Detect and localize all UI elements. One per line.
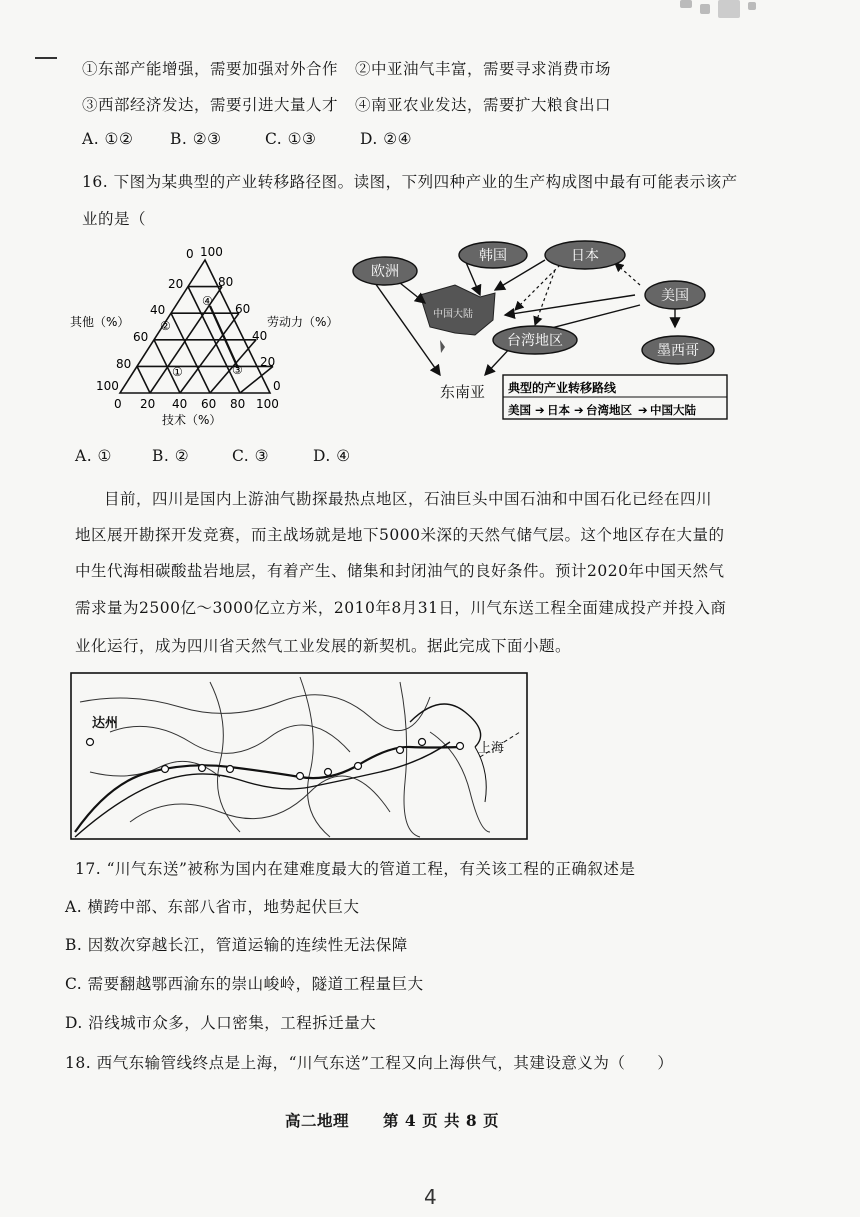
page-number: 4 (424, 1185, 438, 1209)
transfer-route-map (345, 235, 735, 430)
bottom-axis-label: 技术（%） (162, 413, 222, 427)
right-tick-60: 60 (235, 302, 251, 316)
node-usa: 美国 (661, 288, 689, 304)
q15-answer-a: A. ①② (82, 130, 134, 148)
q16-answer-a: A. ① (75, 447, 112, 465)
q17-option-c: C. 需要翻越鄂西渝东的崇山峻岭，隧道工程量巨大 (65, 975, 424, 993)
node-europe: 欧洲 (371, 264, 399, 280)
q16-answer-d: D. ④ (313, 447, 351, 465)
scan-artifact (680, 0, 692, 8)
scan-artifact (700, 4, 710, 14)
scan-artifact (748, 2, 756, 10)
node-taiwan: 台湾地区 (507, 333, 563, 349)
legend-arrow: ➔ (535, 403, 545, 417)
top-tick-0: 0 (186, 247, 194, 261)
passage-line-4: 需求量为2500亿～3000亿立方米，2010年8月31日，川气东送工程全面建成投产并投入商 (75, 599, 727, 617)
right-tick-80: 80 (218, 275, 234, 289)
passage-line-5: 业化运行，成为四川省天然气工业发展的新契机。据此完成下面小题。 (75, 637, 572, 655)
pipeline-map (70, 672, 530, 842)
left-tick-20: 20 (168, 277, 184, 291)
node-mexico: 墨西哥 (657, 343, 699, 359)
scan-artifact (718, 0, 740, 18)
left-tick-100: 100 (96, 379, 119, 393)
ternary-diagram (70, 238, 339, 438)
option-4: ④南亚农业发达，需要扩大粮食出口 (355, 96, 612, 114)
bottom-tick-100: 100 (256, 397, 279, 411)
option-3: ③西部经济发达，需要引进大量人才 (82, 96, 339, 114)
q16-stem-line1: 16. 下图为某典型的产业转移路径图。读图，下列四种产业的生产构成图中最有可能表示该产 (82, 173, 738, 191)
node-china-mainland: 中国大陆 (433, 309, 473, 320)
q16-answer-c: C. ③ (232, 447, 270, 465)
left-tick-40: 40 (150, 303, 166, 317)
node-southeast-asia: 东南亚 (440, 383, 486, 401)
q17-stem: 17. “川气东送”被称为国内在建难度最大的管道工程，有关该工程的正确叙述是 (75, 860, 636, 878)
passage-line-2: 地区展开勘探开发竞赛，而主战场就是地下5000米深的天然气储气层。这个地区存在大量的 (75, 526, 725, 544)
left-tick-60: 60 (133, 330, 149, 344)
passage-line-1: 目前，四川是国内上游油气勘探最热点地区，石油巨头中国石油和中国石化已经在四川 (104, 490, 713, 508)
q15-answer-d: D. ②④ (360, 130, 413, 148)
point-2: ② (160, 319, 171, 333)
left-axis-label: 其他（%） (70, 315, 130, 329)
point-1: ① (172, 365, 183, 379)
bottom-tick-40: 40 (172, 397, 188, 411)
bottom-tick-80: 80 (230, 397, 246, 411)
q17-option-a: A. 横跨中部、东部八省市，地势起伏巨大 (65, 898, 360, 916)
point-4: ④ (202, 294, 213, 308)
q15-answer-c: C. ①③ (265, 130, 317, 148)
legend-title: 典型的产业转移路线 (508, 381, 617, 395)
legend-arrow: ➔ (638, 403, 648, 417)
right-tick-20: 20 (260, 355, 276, 369)
legend-arrow: ➔ (574, 403, 584, 417)
legend-route-taiwan: 台湾地区 (586, 403, 632, 417)
q16-answer-b: B. ② (152, 447, 190, 465)
left-tick-80: 80 (116, 357, 132, 371)
legend-route-mainland: 中国大陆 (650, 403, 696, 417)
pipeline-end-shanghai: 上海 (478, 741, 505, 756)
pipeline-start-dazhou: 达州 (92, 716, 119, 731)
passage-line-3: 中生代海相碳酸盐岩地层，有着产生、储集和封闭油气的良好条件。预计2020年中国天然气 (75, 562, 725, 580)
q17-option-b: B. 因数次穿越长江，管道运输的连续性无法保障 (65, 936, 408, 954)
right-axis-label: 劳动力（%） (267, 315, 339, 329)
node-korea: 韩国 (479, 248, 507, 264)
right-tick-0: 0 (273, 379, 281, 393)
q16-stem-line2: 业的是（ (82, 210, 147, 228)
bottom-tick-20: 20 (140, 397, 156, 411)
top-tick-100: 100 (200, 245, 223, 259)
q15-answer-b: B. ②③ (170, 130, 222, 148)
q17-option-d: D. 沿线城市众多，人口密集，工程拆迁量大 (65, 1014, 377, 1032)
right-tick-40: 40 (252, 329, 268, 343)
option-1: ①东部产能增强，需要加强对外合作 (82, 60, 339, 78)
margin-mark (35, 57, 57, 59)
bottom-tick-0: 0 (114, 397, 122, 411)
legend-route-usa: 美国 (508, 403, 531, 417)
q18-stem: 18. 西气东输管线终点是上海，“川气东送”工程又向上海供气，其建设意义为（ ） (65, 1054, 674, 1072)
legend-route-japan: 日本 (547, 403, 570, 417)
node-japan: 日本 (571, 248, 599, 264)
bottom-tick-60: 60 (201, 397, 217, 411)
option-2: ②中亚油气丰富，需要寻求消费市场 (355, 60, 612, 78)
point-3: ③ (232, 363, 243, 377)
footer-subject: 高二地理 (285, 1111, 350, 1130)
footer-page-info: 第 4 页 共 8 页 (383, 1111, 500, 1130)
